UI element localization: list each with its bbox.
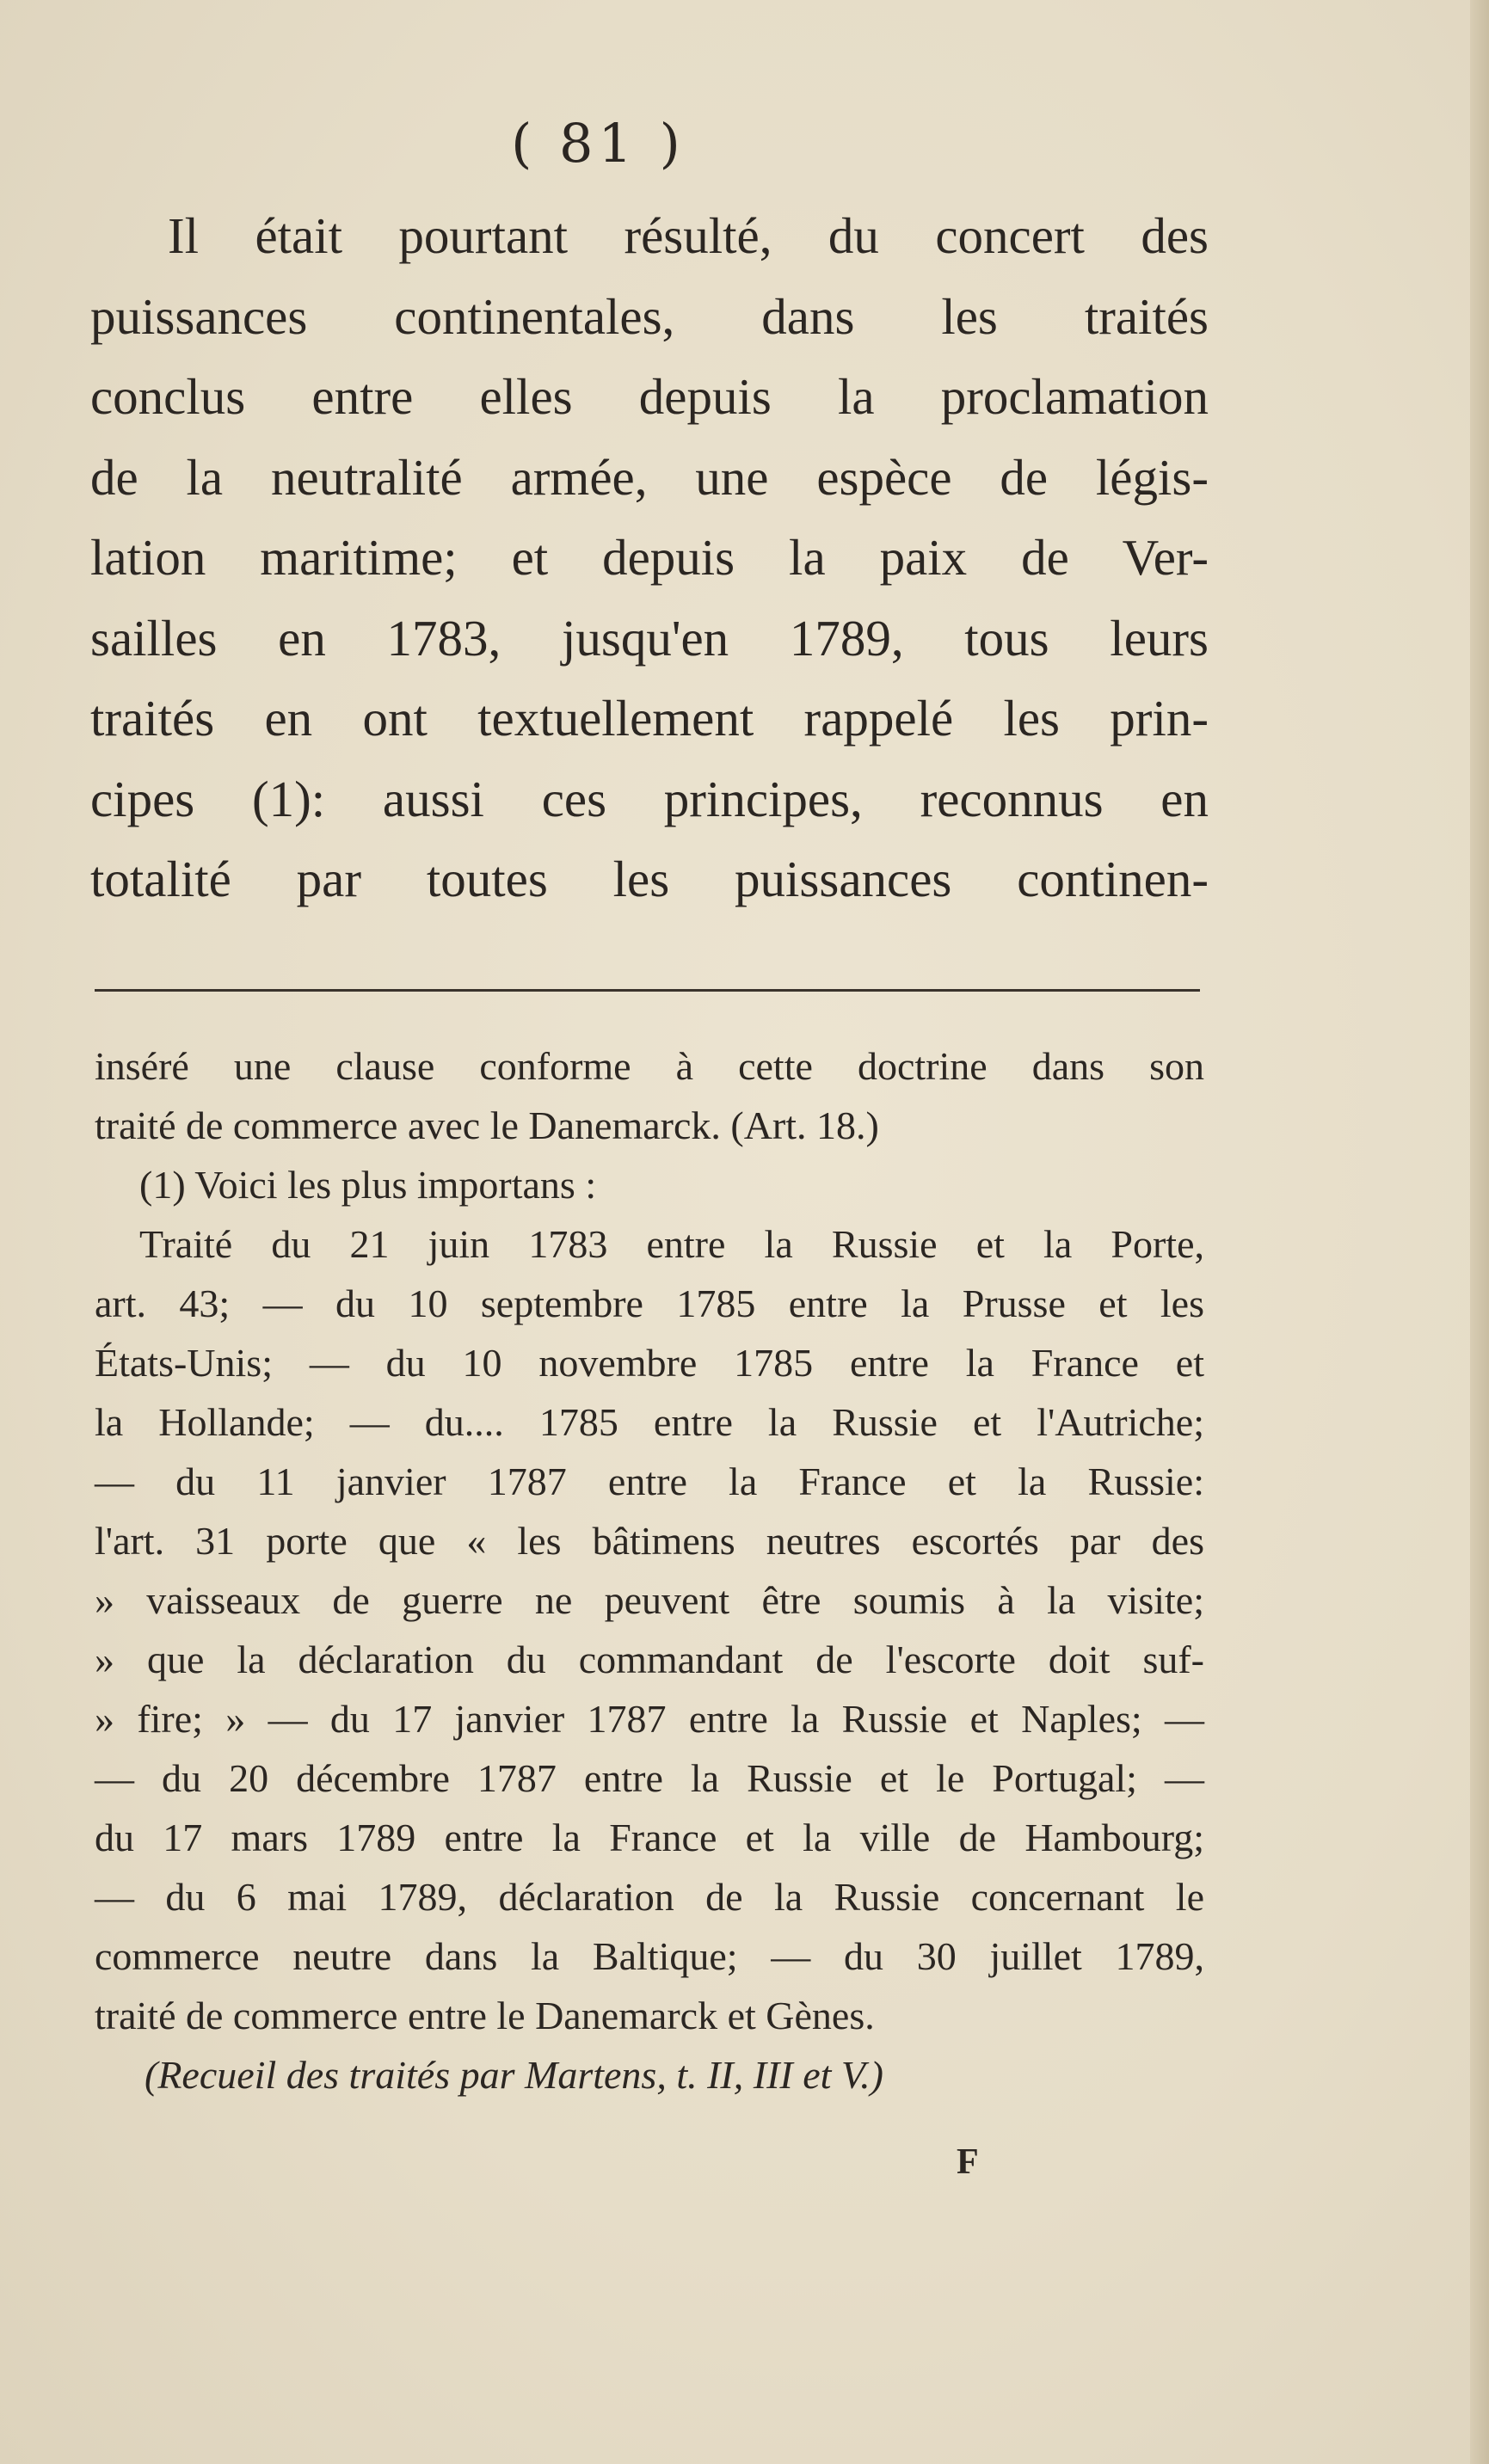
footnote-heading: (1) Voici les plus importans : — [139, 1163, 597, 1207]
footnote-line: Traité du 21 juin 1783 entre la Russie et la Porte, — [139, 1222, 1204, 1266]
page-number: ( 81 ) — [511, 112, 686, 175]
main-text-line: conclus entre elles depuis la proclamation — [90, 368, 1209, 425]
footnote-line: du 17 mars 1789 entre la France et la ville de Hambourg; — [95, 1816, 1204, 1859]
main-text-line: puissances continentales, dans les traités — [90, 287, 1209, 345]
main-text-line: sailles en 1783, jusqu'en 1789, tous leurs — [90, 609, 1209, 667]
footnote-line: — du 11 janvier 1787 entre la France et la Russie: — [95, 1459, 1204, 1503]
page-edge — [1470, 0, 1489, 2464]
footnote-line: » fire; » — du 17 janvier 1787 entre la Russie et Naples; — — [95, 1697, 1204, 1741]
main-text-line: Il était pourtant résulté, du concert des — [168, 207, 1209, 264]
footnote-line: art. 43; — du 10 septembre 1785 entre la Prusse et les — [95, 1281, 1204, 1325]
main-text-line: de la neutralité armée, une espèce de légis- — [90, 448, 1209, 506]
main-text-block — [90, 196, 1209, 920]
footnote-line: » vaisseaux de guerre ne peuvent être soumis à la visite; — [95, 1578, 1204, 1622]
footnote-line: — du 6 mai 1789, déclaration de la Russie concernant le — [95, 1875, 1204, 1919]
footnote-line: États-Unis; — du 10 novembre 1785 entre la France et — [95, 1341, 1204, 1385]
footnote-line: » que la déclaration du commandant de l'escorte doit suf- — [95, 1638, 1204, 1681]
signature-mark: F — [957, 2142, 979, 2182]
footnote-continuation-line: inséré une clause conforme à cette doctrine dans son — [95, 1044, 1204, 1088]
footnote-continuation-line: traité de commerce avec le Danemarck. (Art. 18.) — [95, 1103, 879, 1147]
footnote-line: — du 20 décembre 1787 entre la Russie et le Portugal; — — [95, 1756, 1204, 1800]
footnote-citation: (Recueil des traités par Martens, t. II, III et V.) — [145, 2053, 883, 2097]
footnote-line: commerce neutre dans la Baltique; — du 30 juillet 1789, — [95, 1934, 1204, 1978]
footnotes-block — [95, 1036, 1204, 2105]
main-text-line: cipes (1): aussi ces principes, reconnus en — [90, 770, 1209, 827]
main-text-line: lation maritime; et depuis la paix de Ver- — [90, 529, 1209, 586]
footnote-line: traité de commerce entre le Danemarck et Gènes. — [95, 1994, 875, 2037]
footnote-divider — [95, 989, 1200, 992]
footnote-line: l'art. 31 porte que « les bâtimens neutres escortés par des — [95, 1519, 1204, 1563]
main-text-line: traités en ont textuellement rappelé les prin- — [90, 690, 1209, 747]
footnote-line: la Hollande; — du.... 1785 entre la Russie et l'Autriche; — [95, 1400, 1204, 1444]
main-text-line: totalité par toutes les puissances continen- — [90, 851, 1209, 907]
